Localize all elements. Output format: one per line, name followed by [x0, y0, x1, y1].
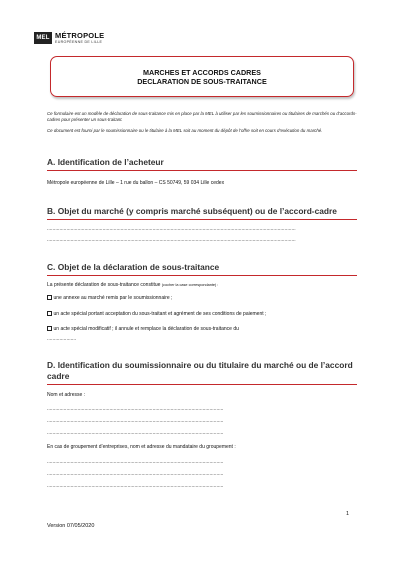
- name-address-line-2: ...............................................................................................................................: [47, 418, 224, 424]
- checkbox-annex[interactable]: [47, 295, 52, 300]
- title-line-1: MARCHES ET ACCORDS CADRES: [143, 68, 261, 77]
- declaration-intro-note: (cocher la case correspondante) :: [161, 283, 219, 287]
- declaration-intro-text: La présente déclaration de sous-traitance constitue: [47, 282, 161, 288]
- version-label: Version 07/05/2020: [47, 523, 95, 529]
- option-annex-label: une annexe au marché remis par le soumissionnaire ;: [53, 295, 173, 301]
- declaration-intro: [47, 282, 357, 289]
- option-modifying-act[interactable]: [47, 326, 357, 333]
- modifying-act-date-line: .....................: [47, 336, 77, 342]
- section-b-title: B. Objet du marché (y compris marché subséquent) ou de l’accord-cadre: [47, 206, 337, 216]
- group-line-3: ...............................................................................................................................: [47, 483, 224, 489]
- intro-paragraph-2: Ce document est fourni par le soumissionnaire ou le titulaire à la MEL soit au moment du dépôt de l’offre soit en cours d’exécution du marché.: [47, 128, 323, 133]
- section-c-rule: [47, 275, 357, 276]
- logo-mark: MEL: [34, 32, 52, 44]
- section-a-rule: [47, 170, 357, 171]
- name-address-label: Nom et adresse :: [47, 392, 86, 398]
- page-number: 1: [346, 511, 350, 517]
- document-title-box: [50, 56, 354, 97]
- market-object-line-2: ...................................................................................................................................................................................: [47, 237, 296, 243]
- name-address-line-1: ...............................................................................................................................: [47, 406, 224, 412]
- group-line-1: ...............................................................................................................................: [47, 459, 224, 465]
- checkbox-special-act[interactable]: [47, 311, 52, 316]
- section-a-title: A. Identification de l’acheteur: [47, 157, 164, 167]
- logo-main-text: MÉTROPOLE: [55, 30, 105, 40]
- logo-sub-text: EUROPÉENNE DE LILLE: [55, 39, 103, 44]
- section-d-rule: [47, 384, 357, 385]
- market-object-line-1: ...................................................................................................................................................................................: [47, 226, 296, 232]
- checkbox-modifying-act[interactable]: [47, 326, 52, 331]
- group-line-2: ...............................................................................................................................: [47, 471, 224, 477]
- mel-logo: [34, 30, 104, 46]
- logo-text: [55, 32, 104, 45]
- group-label: En cas de groupement d’entreprises, nom et adresse du mandataire du groupement :: [47, 444, 236, 450]
- title-line-2: DECLARATION DE SOUS-TRAITANCE: [137, 77, 267, 86]
- name-address-line-3: ...............................................................................................................................: [47, 430, 224, 436]
- option-modifying-act-label: un acte spécial modificatif ; il annule et remplace la déclaration de sous-traitance du: [53, 326, 239, 332]
- buyer-identification: Métropole européenne de Lille – 1 rue du ballon – CS 50749, 59 034 Lille cedex: [47, 180, 225, 186]
- section-d-title-line-1: D. Identification du soumissionnaire ou du titulaire du marché ou de l’accord: [47, 360, 353, 370]
- option-special-act[interactable]: [47, 311, 357, 318]
- section-c-title: C. Objet de la déclaration de sous-traitance: [47, 262, 220, 272]
- section-d-title-line-2: cadre: [47, 371, 70, 381]
- option-annex[interactable]: [47, 295, 357, 302]
- section-b-rule: [47, 219, 357, 220]
- option-special-act-label: un acte spécial portant acceptation du sous-traitant et agrément de ses conditions de paiement ;: [53, 311, 267, 317]
- intro-paragraph-1: Ce formulaire est un modèle de déclaration de sous-traitance mis en place par la MEL à utiliser par les soumissionnaires ou titulaires de marchés ou d’accords-cadres pour présenter un sous-traitant.: [47, 111, 357, 122]
